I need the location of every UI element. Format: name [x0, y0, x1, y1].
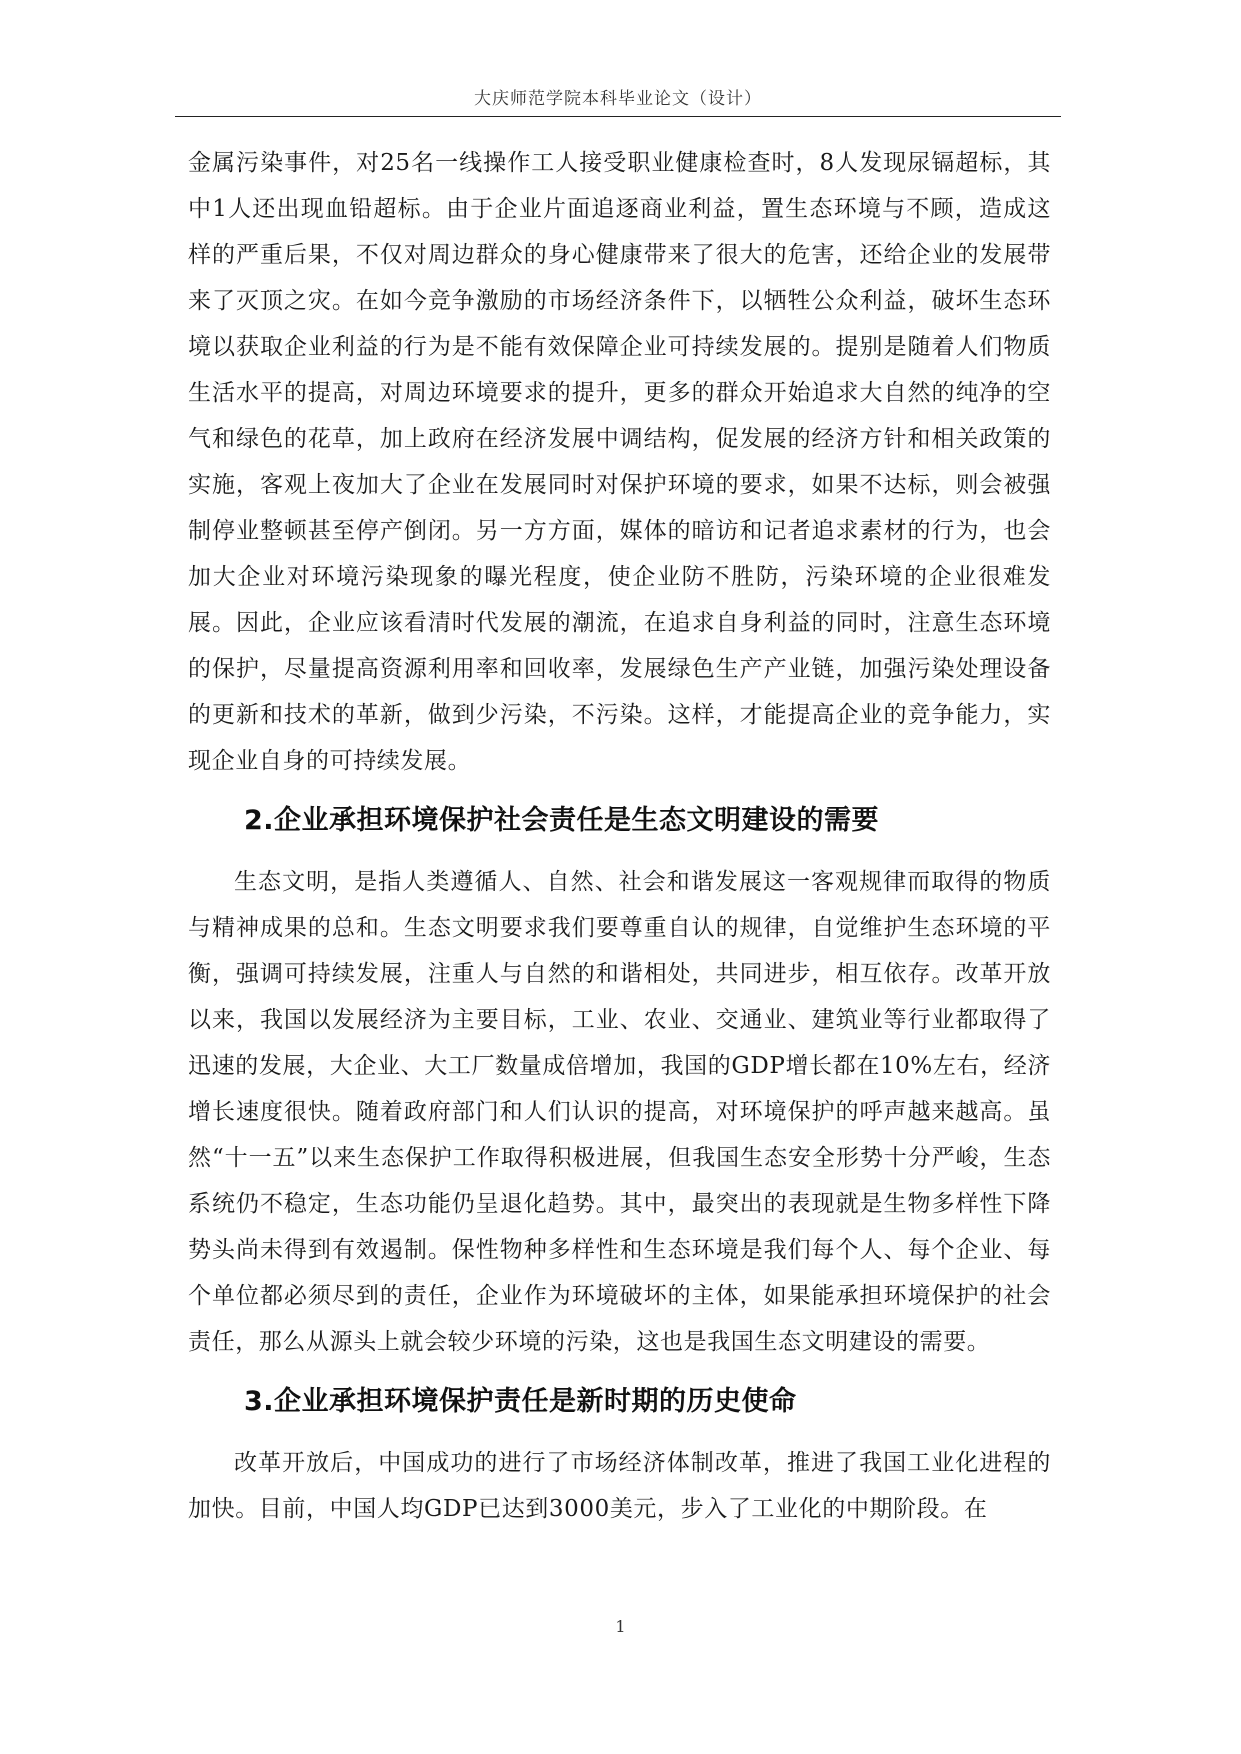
paragraph-3: 改革开放后，中国成功的进行了市场经济体制改革，推进了我国工业化进程的加快。目前，中国人均GDP已达到3000美元，步入了工业化的中期阶段。在 — [188, 1450, 1051, 1522]
page-header: 大庆师范学院本科毕业论文（设计） — [474, 89, 762, 109]
paragraph-1: 金属污染事件，对25名一线操作工人接受职业健康检查时，8人发现尿镉超标，其中1人还出现血铅超标。由于企业片面追逐商业利益，置生态环境与不顾，造成这样的严重后果，不仅对周边群众的身心健康带来了很大的危害，还给企业的发展带来了灭顶之灾。在如今竞争激励的市场经济条件下，以牺牲公众利益，破坏生态环境以获取企业利益的行为是不能有效保障企业可持续发展的。提别是随着人们物质生活水平的提高，对周边环境要求的提升，更多的群众开始追求大自然的纯净的空气和绿色的花草，加上政府在经济发展中调结构，促发展的经济方针和相关政策的实施，客观上夜加大了企业在发展同时对保护环境的要求，如果不达标，则会被强制停业整顿甚至停产倒闭。另一方方面，媒体的暗访和记者追求素材的行为，也会加大企业对环境污染现象的曝光程度，使企业防不胜防，污染环境的企业很难发展。因此，企业应该看清时代发展的潮流，在追求自身利益的同时，注意生态环境的保护，尽量提高资源利用率和回收率，发展绿色生产产业链，加强污染处理设备的更新和技术的革新，做到少污染，不污染。这样，才能提高企业的竞争能力，实现企业自身的可持续发展。 — [188, 150, 1051, 774]
page-number: 1 — [615, 1617, 626, 1636]
header-divider — [175, 116, 1061, 117]
page-body — [188, 140, 1051, 1532]
section-heading-2: 2.企业承担环境保护社会责任是生态文明建设的需要 — [244, 805, 880, 836]
section-heading-3: 3.企业承担环境保护责任是新时期的历史使命 — [244, 1386, 797, 1417]
paragraph-2: 生态文明，是指人类遵循人、自然、社会和谐发展这一客观规律而取得的物质与精神成果的总和。生态文明要求我们要尊重自认的规律，自觉维护生态环境的平衡，强调可持续发展，注重人与自然的和谐相处，共同进步，相互依存。改革开放以来，我国以发展经济为主要目标，工业、农业、交通业、建筑业等行业都取得了迅速的发展，大企业、大工厂数量成倍增加，我国的GDP增长都在10%左右，经济增长速度很快。随着政府部门和人们认识的提高，对环境保护的呼声越来越高。虽然“十一五”以来生态保护工作取得积极进展，但我国生态安全形势十分严峻，生态系统仍不稳定，生态功能仍呈退化趋势。其中，最突出的表现就是生物多样性下降势头尚未得到有效遏制。保性物种多样性和生态环境是我们每个人、每个企业、每个单位都必须尽到的责任，企业作为环境破坏的主体，如果能承担环境保护的社会责任，那么从源头上就会较少环境的污染，这也是我国生态文明建设的需要。 — [188, 869, 1051, 1355]
